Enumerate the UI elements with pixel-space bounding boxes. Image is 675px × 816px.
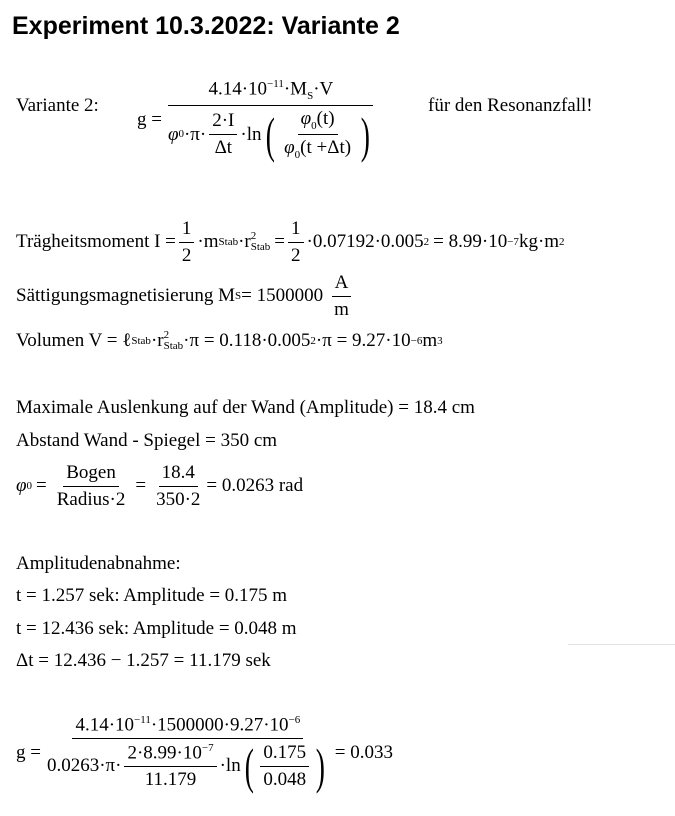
volume-line: Volumen V = ℓ Stab ·r 2 Stab ·π = 0.118·0.005 2 ·π = 9.27·10 −6 m 3 — [16, 329, 443, 352]
phi0-line: φ 0 = $\frac{\text{Bogen}}{\text{Radius·2}}$ = $\frac{18.4}{350\cdot 2}$ = 0.0263 rad — [16, 462, 304, 510]
page-title: Experiment 10.3.2022: Variante 2 — [12, 12, 400, 40]
inertia-line: Trägheitsmoment I = $\frac{1}{2}$ ·m Stab ·r 2 Stab = $\frac{1}{2}$ ·0.07192·0.005 2 = 8.99·10 −7 kg·m 2 — [16, 218, 565, 266]
formula-label: Variante 2: — [16, 95, 99, 116]
magnetization-line: Sättigungsmagnetisierung M S = 1500000 $\frac{A}{m}$ — [16, 272, 355, 321]
amplitude-line: Maximale Auslenkung auf der Wand (Amplitude) = 18.4 cm — [16, 397, 475, 418]
decay-line-1: t = 1.257 sek: Amplitude = 0.175 m — [16, 585, 288, 606]
decay-line-3: Δt = 12.436 − 1.257 = 11.179 sek — [16, 650, 271, 671]
formula-numerator: $4.14\cdot 10^{-11}\cdot M_S\cdot V$ — [168, 78, 373, 106]
main-formula — [137, 78, 380, 162]
formula-lhs: g = — [137, 108, 162, 130]
formula-fraction — [165, 78, 377, 162]
final-formula: g = $4.14\cdot 10^{-11}\cdot 1500000\cdot 9.27\cdot 10^{-6}$ 0.0263·π· $\frac{2\cdot 8.99\cdot 10^{-7}}{11.179}$ ·ln ( $\frac{0.175}{0.048}$ ) = 0.033 — [16, 714, 393, 795]
decay-line-2: t = 12.436 sek: Amplitude = 0.048 m — [16, 618, 297, 639]
formula-denominator: φ 0 ·π· $\frac{2\cdot I}{\Delta t}$ ·ln ( $\frac{\varphi_0(t)}{\varphi_0(t +\Delta t)}$ ) — [167, 106, 370, 163]
decay-heading: Amplitudenabnahme: — [16, 553, 181, 574]
formula-note: für den Resonanzfall! — [428, 95, 593, 116]
distance-line: Abstand Wand - Spiegel = 350 cm — [16, 430, 278, 451]
divider — [568, 644, 675, 645]
